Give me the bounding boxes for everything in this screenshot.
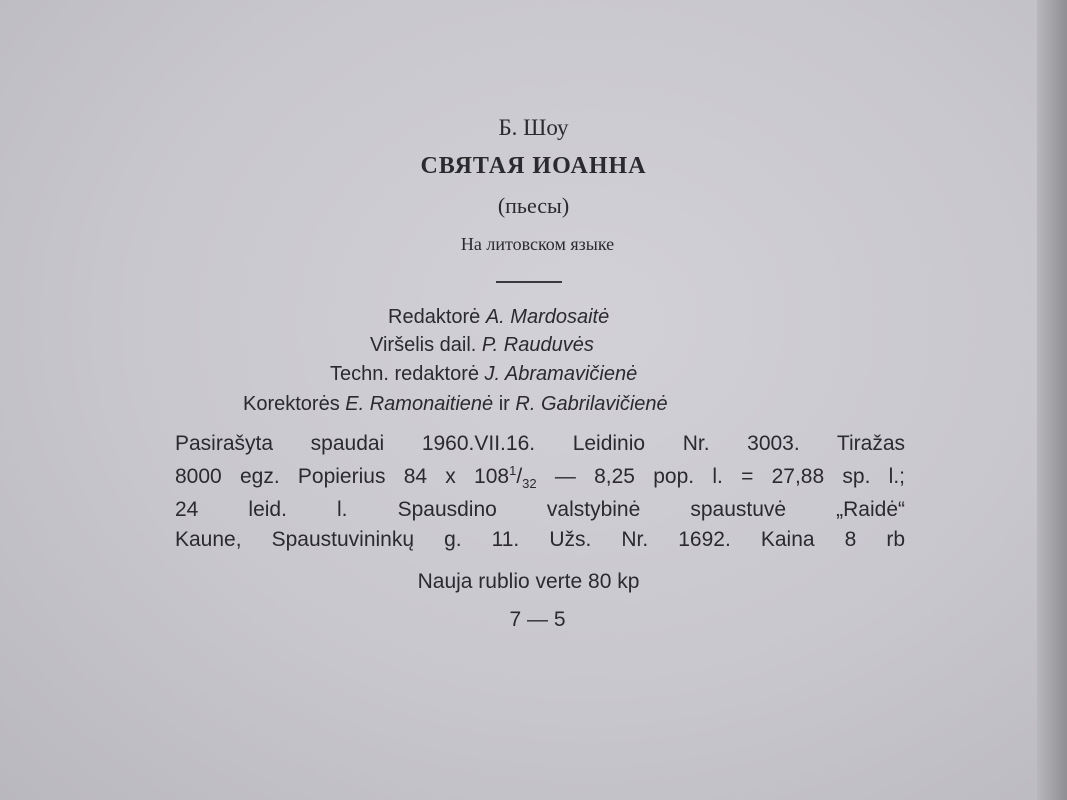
credit-name: E. Ramonaitienė bbox=[345, 393, 494, 415]
code: 7 — 5 bbox=[509, 608, 566, 631]
imprint-line-4: Kaune, Spaustuvininkų g. 11. Užs. Nr. 1692. Kaina 8 rb bbox=[175, 528, 905, 551]
author: Б. Шоу bbox=[498, 115, 569, 140]
credit-role: Korektorės bbox=[243, 393, 340, 415]
imprint-text: 8000 egz. Popierius 84 x 108 bbox=[175, 465, 510, 488]
fraction-denominator: 32 bbox=[522, 476, 537, 492]
credit-name: J. Abramavičienė bbox=[484, 363, 638, 385]
imprint-line-1: Pasirašyta spaudai 1960.VII.16. Leidinio Nr. 3003. Tiražas bbox=[175, 432, 905, 455]
credit-cover bbox=[370, 333, 594, 357]
genre: (пьесы) bbox=[497, 193, 570, 218]
divider bbox=[496, 281, 562, 283]
imprint-line-3: 24 leid. l. Spausdino valstybinė spaustuvė „Raidė“ bbox=[175, 498, 905, 521]
credit-proofreaders bbox=[243, 392, 668, 416]
credit-role: Redaktorė bbox=[388, 306, 481, 328]
language-note: На литовском языке bbox=[460, 234, 615, 254]
credit-tech-editor bbox=[330, 362, 637, 386]
credit-role: Techn. redaktorė bbox=[330, 363, 479, 385]
credit-joiner: ir bbox=[498, 393, 510, 415]
book-title: СВЯТАЯ ИОАННА bbox=[420, 153, 647, 179]
credit-editor bbox=[388, 305, 609, 329]
imprint-text: — 8,25 pop. l. = 27,88 sp. l.; bbox=[536, 465, 905, 488]
imprint-line-2: 8000 egz. Popierius 84 x $108^1/_{32}$ — 8,25 pop. l. = 27,88 sp. l.; bbox=[175, 463, 905, 492]
credit-name: A. Mardosaitė bbox=[485, 306, 610, 328]
new-price: Nauja rublio verte 80 kp bbox=[417, 570, 640, 593]
credit-name: R. Gabrilavičienė bbox=[515, 393, 668, 415]
fraction-numerator: 1 bbox=[509, 463, 517, 478]
credit-role: Viršelis dail. bbox=[370, 334, 477, 356]
credit-name: P. Rauduvės bbox=[481, 334, 594, 356]
